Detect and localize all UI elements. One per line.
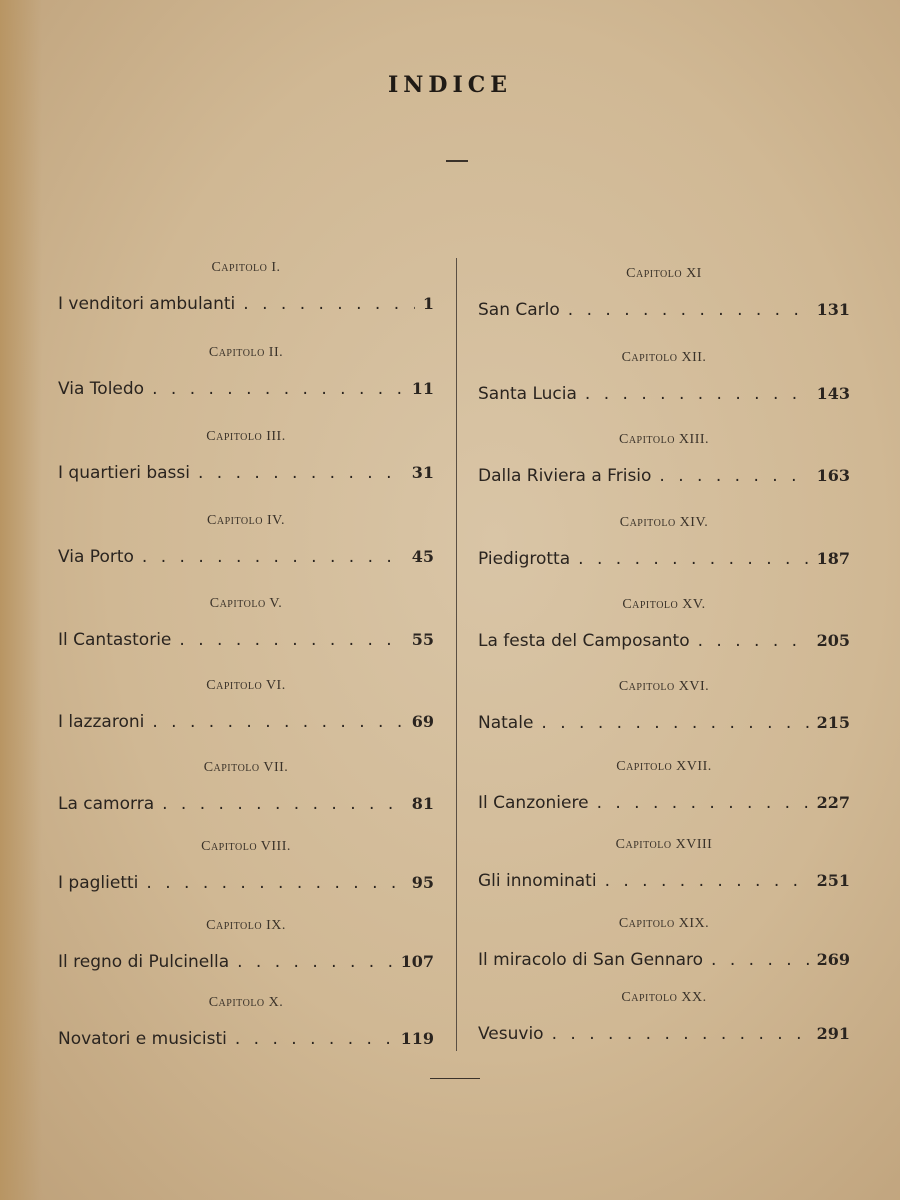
toc-entry	[58, 343, 434, 399]
chapter-title: Santa Lucia	[478, 384, 577, 404]
chapter-title: I paglietti	[58, 873, 139, 893]
chapter-title: San Carlo	[478, 300, 560, 320]
page-number: 291	[816, 1024, 850, 1043]
page-number: 31	[411, 463, 434, 482]
dot-leader	[198, 463, 404, 483]
chapter-title: Il miracolo di San Gennaro	[478, 950, 704, 970]
toc-line	[478, 384, 850, 404]
page-number: 107	[400, 952, 434, 971]
page-number: 119	[400, 1029, 434, 1048]
toc-entry	[478, 595, 850, 651]
page-number: 11	[411, 379, 434, 398]
page-number: 163	[816, 466, 850, 485]
toc-entry	[58, 916, 434, 972]
chapter-title: I lazzaroni	[58, 712, 145, 732]
chapter-heading: Capitolo XVIII	[615, 837, 713, 852]
dot-leader	[698, 631, 809, 651]
chapter-heading: Capitolo XIX.	[618, 916, 710, 931]
dot-leader	[541, 713, 808, 733]
chapter-title: Il regno di Pulcinella	[58, 952, 230, 972]
chapter-title: La festa del Camposanto	[478, 631, 690, 651]
toc-line	[58, 952, 434, 972]
chapter-heading: Capitolo V.	[209, 596, 283, 611]
chapter-title: Dalla Riviera a Frisio	[478, 466, 652, 486]
toc-entry	[478, 988, 850, 1044]
toc-entry	[478, 264, 850, 320]
page-title: INDICE	[387, 72, 513, 98]
column-divider	[456, 258, 457, 1051]
page-number: 81	[411, 794, 434, 813]
dot-leader	[578, 549, 808, 569]
toc-line	[478, 871, 850, 891]
dot-leader	[237, 952, 392, 972]
chapter-title: Via Porto	[58, 547, 134, 567]
chapter-title: Il Canzoniere	[478, 793, 589, 813]
toc-line	[58, 1029, 434, 1049]
page-number: 251	[816, 871, 850, 890]
chapter-heading: Capitolo I.	[211, 260, 281, 275]
chapter-heading: Capitolo VII.	[203, 760, 289, 775]
toc-line	[58, 547, 434, 567]
toc-line	[58, 712, 434, 732]
page-number: 69	[411, 712, 434, 731]
chapter-heading: Capitolo VI.	[206, 678, 286, 693]
dot-leader	[585, 384, 809, 404]
dot-leader	[152, 379, 404, 399]
toc-line	[58, 794, 434, 814]
chapter-title: La camorra	[58, 794, 155, 814]
dot-leader	[243, 294, 415, 314]
dot-leader	[162, 794, 404, 814]
toc-entry	[58, 258, 434, 314]
toc-entry	[58, 676, 434, 732]
toc-line	[58, 873, 434, 893]
chapter-title: Natale	[478, 713, 534, 733]
toc-line	[478, 549, 850, 569]
dot-leader	[179, 630, 403, 650]
toc-line	[478, 466, 850, 486]
toc-entry	[58, 837, 434, 893]
chapter-title: Vesuvio	[478, 1024, 544, 1044]
toc-entry	[58, 427, 434, 483]
dot-leader	[568, 300, 809, 320]
chapter-title: Novatori e musicisti	[58, 1029, 227, 1049]
dot-leader	[552, 1024, 809, 1044]
dot-leader	[235, 1029, 393, 1049]
toc-line	[478, 793, 850, 813]
dot-leader	[711, 950, 809, 970]
page-number: 269	[816, 950, 850, 969]
page-number: 95	[411, 873, 434, 892]
toc-entry	[478, 835, 850, 891]
toc-entry	[478, 677, 850, 733]
toc-entry	[58, 594, 434, 650]
page-number: 45	[411, 547, 434, 566]
toc-entry	[58, 758, 434, 814]
chapter-heading: Capitolo X.	[208, 995, 284, 1010]
page-number: 187	[816, 549, 850, 568]
page-number: 1	[422, 294, 434, 313]
page-number: 205	[816, 631, 850, 650]
toc-line	[58, 379, 434, 399]
dot-leader	[146, 873, 403, 893]
toc-line	[58, 294, 434, 314]
dot-leader	[659, 466, 808, 486]
page-number: 143	[816, 384, 850, 403]
chapter-heading: Capitolo XVII.	[616, 759, 712, 774]
toc-line	[478, 713, 850, 733]
page-number: 227	[816, 793, 850, 812]
chapter-heading: Capitolo IV.	[207, 513, 285, 528]
chapter-heading: Capitolo IX.	[206, 918, 286, 933]
toc-entry	[478, 348, 850, 404]
chapter-title: I venditori ambulanti	[58, 294, 236, 314]
chapter-heading: Capitolo XV.	[622, 597, 706, 612]
toc-line	[478, 631, 850, 651]
toc-line	[58, 463, 434, 483]
chapter-title: Piedigrotta	[478, 549, 571, 569]
page-number: 55	[411, 630, 434, 649]
chapter-heading: Capitolo VIII.	[201, 839, 291, 854]
chapter-title: I quartieri bassi	[58, 463, 190, 483]
chapter-heading: Capitolo XX.	[621, 990, 707, 1005]
chapter-heading: Capitolo XII.	[621, 350, 707, 365]
chapter-heading: Capitolo III.	[206, 429, 286, 444]
toc-line	[478, 300, 850, 320]
page-number: 215	[816, 713, 850, 732]
toc-entry	[58, 511, 434, 567]
chapter-title: Gli innominati	[478, 871, 597, 891]
toc-entry	[478, 914, 850, 970]
dot-leader	[152, 712, 403, 732]
chapter-heading: Capitolo XIII.	[618, 432, 710, 447]
chapter-heading: Capitolo XIV.	[619, 515, 709, 530]
page-number: 131	[816, 300, 850, 319]
chapter-heading: Capitolo XVI.	[618, 679, 710, 694]
bottom-rule	[430, 1078, 480, 1079]
chapter-title: Via Toledo	[58, 379, 145, 399]
dot-leader	[142, 547, 404, 567]
chapter-title: Il Cantastorie	[58, 630, 172, 650]
chapter-heading: Capitolo II.	[208, 345, 284, 360]
dot-leader	[597, 793, 809, 813]
chapter-heading: Capitolo XI	[626, 266, 702, 281]
dot-leader	[605, 871, 809, 891]
toc-line	[478, 950, 850, 970]
toc-line	[478, 1024, 850, 1044]
page-edge-shadow	[0, 0, 42, 1200]
toc-entry	[478, 757, 850, 813]
title-rule	[446, 160, 468, 162]
toc-entry	[478, 513, 850, 569]
toc-entry	[58, 993, 434, 1049]
toc-entry	[478, 430, 850, 486]
toc-line	[58, 630, 434, 650]
